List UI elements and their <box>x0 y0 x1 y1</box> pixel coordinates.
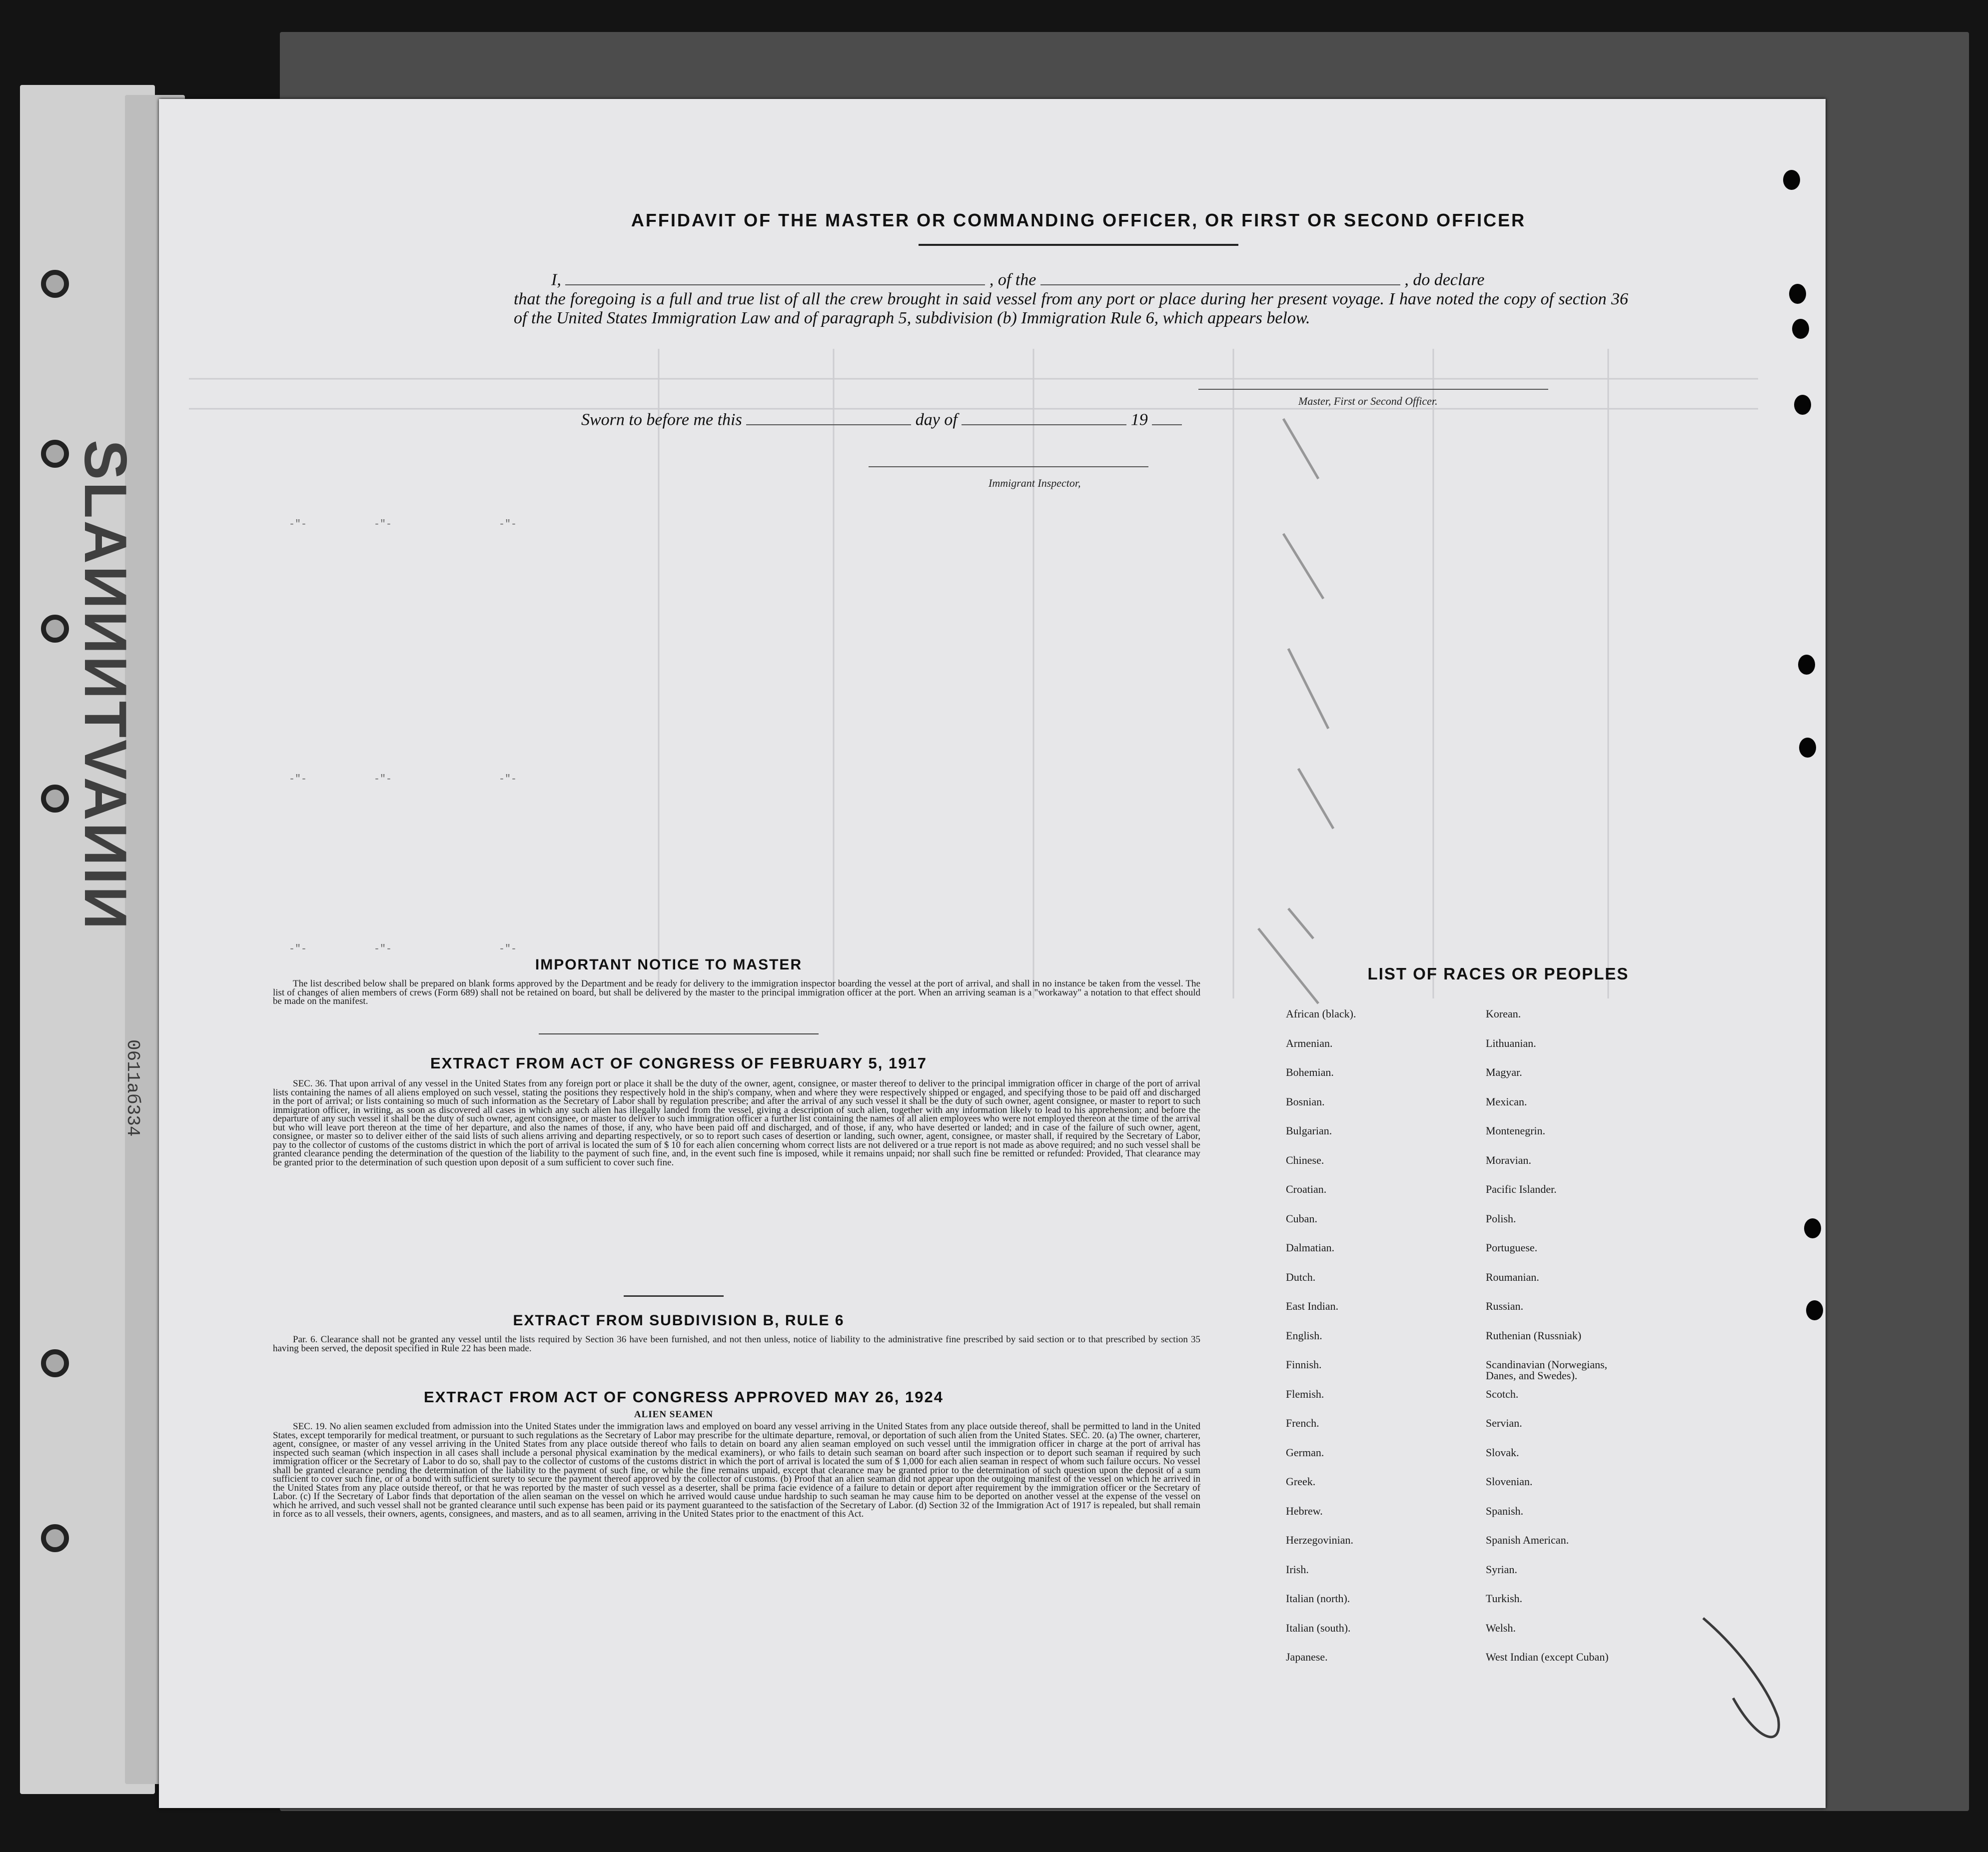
race-item: Dalmatian. <box>1286 1241 1335 1254</box>
race-item: Magyar. <box>1486 1066 1522 1078</box>
sworn-month-blank <box>962 409 1126 425</box>
race-item: Korean. <box>1486 1007 1521 1020</box>
race-item: Greek. <box>1286 1475 1316 1488</box>
race-item: Portuguese. <box>1486 1241 1538 1254</box>
notice-heading: IMPORTANT NOTICE TO MASTER <box>535 956 803 973</box>
race-item: Croatian. <box>1286 1183 1327 1195</box>
binding-hole-icon <box>41 615 69 643</box>
race-item: Scandinavian (Norwegians, Danes, and Swedes). <box>1486 1358 1608 1382</box>
ditto-marks: -"- <box>499 774 517 785</box>
inspector-label: Immigrant Inspector, <box>989 477 1081 489</box>
race-item: Lithuanian. <box>1486 1036 1536 1049</box>
declaration-paragraph: that the foregoing is a full and true list of all the crew brought in said vessel from any port or place during her present voyage. I have noted the copy of section 36 of the United States Immigration Law and of paragraph 5, subdivision (b) Immigration Rule 6, which appears below. <box>514 290 1628 327</box>
side-strip-stamp: SLAИИИTVAИIИ <box>72 440 139 931</box>
sworn-day-of: day of <box>915 410 958 429</box>
race-item: Ruthenian (Russniak) <box>1486 1329 1582 1342</box>
declaration-of-the: , of the <box>989 270 1036 289</box>
affidavit-heading: AFFIDAVIT OF THE MASTER OR COMMANDING OFFICER, OR FIRST OR SECOND OFFICER <box>631 210 1526 230</box>
race-item: Scotch. <box>1486 1387 1519 1400</box>
notice-text: The list described below shall be prepared on blank forms approved by the Department and be ready for delivery to the immigration inspector boarding the vessel at the port of arrival, and shall in no instance be taken from the vessel. The list of changes of alien members of crews (Form 689) shall not be retained on board, but shall be delivered by the master to the principal immigration officer at the port. When an arriving seaman is a "workaway" a notation to that effect should be made on the manifest. <box>273 978 1200 1006</box>
name-blank <box>565 269 985 285</box>
race-item: Moravian. <box>1486 1153 1532 1166</box>
ditto-marks: -"- <box>374 774 392 785</box>
extract-rule6-text: Par. 6. Clearance shall not be granted any vessel until the lists required by Section 36 have been furnished, and not then unless, notice of liability to the administrative fine prescribed by said section or to that prescribed by section 35 having been served, the deposit specified in Rule 22 has been made. <box>273 1334 1200 1354</box>
ditto-marks: -"- <box>289 943 307 955</box>
extract-1917-text: SEC. 36. That upon arrival of any vessel in the United States from any foreign port or place it shall be the duty of the owner, agent, consignee, or master thereof to deliver to the principal immigration officer in charge of the port of arrival lists containing the names of all aliens employed on such vessel, stating the positions they respectively hold in the ship's company, when and where they were respectively shipped or engaged, and specifying those to be paid off and discharged in the port of arrival; or lists containing so much of such information as the Secretary of Labor shall by regulation prescribe; and after the arrival of any such vessel it shall be the duty of such owner, agent consignee, or master to report to such immigration officer, in writing, as soon as discovered all cases in which any such alien has illegally landed from the vessel, giving a description of such alien, together with any information likely to lead to his apprehension; and before the departure of any such vessel it shall be the duty of such owner, agent consignee, or master to deliver to such immigration officer a further list containing the names of all alien employees who were not employed thereon at the time of the arrival but who will leave port thereon at the time of her departure, and also the names of those, if any, who have been paid off and discharged, and of those, if any, who have deserted or landed; and in case of the failure of such owner, agent, consignee, or master so to deliver either of the said lists of such aliens arriving and departing respectively, or so to report such cases of desertion or landing, such owner, agent, consignee, or master shall, if required by the Secretary of Labor, pay to the collector of customs of the customs district in which the port of arrival is located the sum of $ 10 for each alien concerning whom correct lists are not delivered or a true report is not made as above required; and no such vessel shall be granted clearance pending the determination of the question of the liability to the payment of such fine, and, in the event such fine is imposed, while it remains unpaid; nor shall such fine be remitted or refunded: Provided, That clearance may be granted prior to the determination of such question upon deposit of a sum sufficient to cover such fine. <box>273 1078 1200 1168</box>
extract-1924-text: SEC. 19. No alien seamen excluded from admission into the United States under the immigration laws and employed on board any vessel arriving in the United States from any place outside thereof, shall be permitted to land in the United States, except temporarily for medical treatment, or pursuant to such regulations as the Secretary of Labor may prescribe for the ultimate departure, removal, or deportation of such alien from the United States. SEC. 20. (a) The owner, charterer, agent, consignee, or master of any vessel arriving in the United States from any place outside thereof who fails to detain on board any alien seaman employed on such vessel until the immigration officer in charge at the port of arrival has inspected such seaman (which inspection in all cases shall include a personal physical examination by the medical examiners), or who fails to detain such seaman on board after such inspection or to deport such seaman if required by such immigration officer or the Secretary of Labor to do so, shall pay to the collector of customs of the customs district in which the port of arrival is located the sum of $ 1,000 for each alien seaman in respect of whom such failure occurs. No vessel shall be granted clearance pending the determination of the liability to the payment of such fine, or while the fine remains unpaid, except that clearance may be granted prior to the determination of such question upon the deposit of a sum sufficient to cover such fine, or of a bond with sufficient surety to secure the payment thereof approved by the collector of customs. (b) Proof that an alien seaman did not appear upon the outgoing manifest of the vessel on which he arrived in the United States from any place outside thereof, or that he was reported by the master of such vessel as a deserter, shall be prima facie evidence of a failure to detain or deport after requirement by the immigration officer or the Secretary of Labor. (c) If the Secretary of Labor finds that deportation of the alien seaman on the vessel on which he arrived would cause undue hardship to such seaman he may cause him to be deported on another vessel at the expense of the vessel on which he arrived, and such vessel shall not be granted clearance until such expense has been paid or its payment guaranteed to the satisfaction of the Secretary of Labor. (d) Section 32 of the Immigration Act of 1917 is repealed, but shall remain in force as to all vessels, their owners, agents, consignees, and masters, and as to all seamen, arriving in the United States prior to the enactment of this Act. <box>273 1421 1200 1519</box>
ditto-marks: -"- <box>499 943 517 955</box>
race-item: Spanish American. <box>1486 1534 1569 1546</box>
ditto-marks: -"- <box>374 519 392 530</box>
race-item: Herzegovinian. <box>1286 1534 1353 1546</box>
manifest-page <box>159 99 1826 1808</box>
race-item: Roumanian. <box>1486 1270 1539 1283</box>
ditto-marks: -"- <box>289 519 307 530</box>
race-item: Bosnian. <box>1286 1095 1325 1108</box>
race-item: Montenegrin. <box>1486 1124 1546 1137</box>
section-rule <box>539 1033 819 1034</box>
race-item: Russian. <box>1486 1300 1524 1312</box>
race-item: Spanish. <box>1486 1504 1524 1517</box>
race-item: Mexican. <box>1486 1095 1527 1108</box>
race-item: Dutch. <box>1286 1270 1316 1283</box>
race-item: Italian (north). <box>1286 1592 1350 1605</box>
race-item: Polish. <box>1486 1212 1516 1225</box>
binding-hole-icon <box>41 270 69 298</box>
race-item: Pacific Islander. <box>1486 1183 1557 1195</box>
race-item: Japanese. <box>1286 1651 1328 1663</box>
race-item: East Indian. <box>1286 1300 1339 1312</box>
side-strip-number: 0611аб334 <box>122 1039 143 1137</box>
declaration-do-declare: , do declare <box>1404 270 1485 289</box>
race-item: English. <box>1286 1329 1322 1342</box>
section-rule <box>624 1295 724 1297</box>
race-item: Slovak. <box>1486 1446 1519 1459</box>
race-item: French. <box>1286 1417 1319 1429</box>
binding-hole-icon <box>41 1524 69 1552</box>
sworn-year-blank <box>1152 409 1182 425</box>
race-item: Hebrew. <box>1286 1504 1323 1517</box>
race-item: Flemish. <box>1286 1387 1324 1400</box>
ditto-marks: -"- <box>499 519 517 530</box>
sworn-text: Sworn to before me this <box>581 410 742 429</box>
races-right-column <box>1486 1008 1636 1681</box>
vessel-blank <box>1040 269 1400 285</box>
race-item: Italian (south). <box>1286 1621 1351 1634</box>
race-item: Cuban. <box>1286 1212 1317 1225</box>
race-item: Armenian. <box>1286 1036 1333 1049</box>
race-item: Chinese. <box>1286 1153 1324 1166</box>
master-label: Master, First or Second Officer. <box>1298 395 1438 407</box>
race-item: Slovenian. <box>1486 1475 1533 1488</box>
binding-hole-icon <box>41 785 69 813</box>
extract-1924-subheading: ALIEN SEAMEN <box>634 1409 714 1420</box>
race-item: Bohemian. <box>1286 1066 1334 1078</box>
races-heading: LIST OF RACES OR PEOPLES <box>1367 964 1629 983</box>
heading-rule <box>919 244 1238 246</box>
master-signature-line <box>1198 389 1548 390</box>
race-item: Finnish. <box>1286 1358 1322 1371</box>
inspector-signature-line <box>869 466 1148 467</box>
extract-rule6-heading: EXTRACT FROM SUBDIVISION B, RULE 6 <box>513 1312 845 1329</box>
sworn-line <box>581 409 1182 430</box>
races-left-column <box>1286 1008 1356 1681</box>
race-item: Welsh. <box>1486 1621 1516 1634</box>
declaration-line <box>551 269 1485 290</box>
declaration-i: I, <box>551 270 561 289</box>
race-item: Servian. <box>1486 1417 1522 1429</box>
ditto-marks: -"- <box>289 774 307 785</box>
race-item: Irish. <box>1286 1563 1309 1576</box>
race-item: Bulgarian. <box>1286 1124 1332 1137</box>
race-item: Syrian. <box>1486 1563 1517 1576</box>
binding-hole-icon <box>41 440 69 468</box>
race-item: African (black). <box>1286 1007 1356 1020</box>
sworn-year: 19 <box>1130 410 1148 429</box>
race-item: West Indian (except Cuban) <box>1486 1651 1609 1663</box>
binding-hole-icon <box>41 1349 69 1377</box>
extract-1924-heading: EXTRACT FROM ACT OF CONGRESS APPROVED MAY 26, 1924 <box>424 1388 944 1406</box>
race-item: German. <box>1286 1446 1324 1459</box>
ditto-marks: -"- <box>374 943 392 955</box>
race-item: Turkish. <box>1486 1592 1523 1605</box>
extract-1917-heading: EXTRACT FROM ACT OF CONGRESS OF FEBRUARY 5, 1917 <box>430 1054 927 1072</box>
sworn-day-blank <box>746 409 911 425</box>
